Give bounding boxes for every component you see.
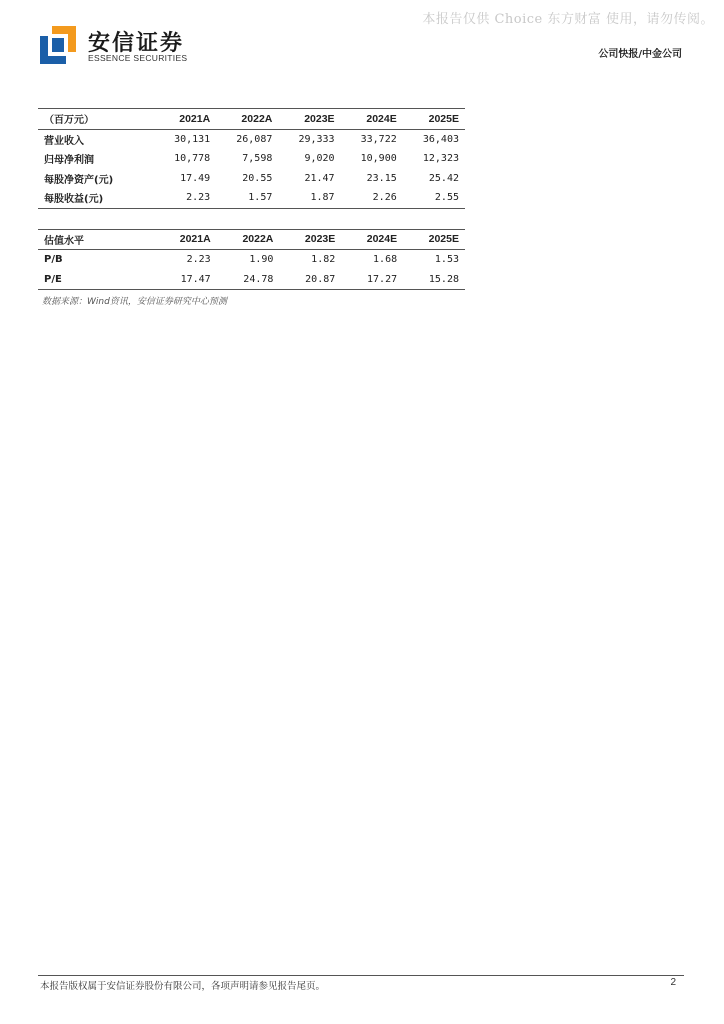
table-cell: 36,403 bbox=[422, 133, 459, 145]
brand-logo bbox=[40, 26, 200, 66]
table-cell: 1.68 bbox=[373, 254, 398, 266]
row-label: 营业收入 bbox=[44, 135, 84, 147]
valuation-table bbox=[38, 229, 465, 291]
table-cell: 33,722 bbox=[360, 133, 397, 145]
table-row bbox=[38, 270, 465, 290]
year-header: 2022A bbox=[216, 109, 278, 130]
table-cell: 15.28 bbox=[403, 270, 465, 290]
table-cell: 10,900 bbox=[360, 153, 397, 165]
table-cell: 1.90 bbox=[249, 254, 274, 266]
year-header: 2023E bbox=[279, 229, 341, 250]
brand-logo-mark-icon bbox=[40, 26, 76, 64]
table-cell: 23.15 bbox=[366, 172, 397, 184]
row-label: P/B bbox=[44, 254, 63, 266]
row-label: P/E bbox=[38, 270, 154, 290]
table-cell: 2.26 bbox=[341, 188, 403, 208]
table-row bbox=[38, 169, 465, 189]
table-cell: 1.53 bbox=[434, 254, 459, 266]
financial-table bbox=[38, 108, 465, 209]
footer-disclaimer: 本报告版权属于安信证券股份有限公司，各项声明请参见报告尾页。 bbox=[40, 981, 326, 992]
unit-label: （百万元） bbox=[38, 109, 154, 130]
table-cell: 20.87 bbox=[279, 270, 341, 290]
table-cell: 12,323 bbox=[422, 153, 459, 165]
table-cell: 21.47 bbox=[304, 172, 335, 184]
table-header-row bbox=[38, 109, 465, 130]
watermark: 本报告仅供 Choice 东方财富 使用，请勿传阅。 bbox=[422, 12, 714, 27]
year-header: 2024E bbox=[341, 109, 403, 130]
table-cell: 26,087 bbox=[236, 133, 273, 145]
year-header: 2021A bbox=[154, 109, 216, 130]
table-cell: 7,598 bbox=[242, 153, 273, 165]
table-cell: 2.55 bbox=[403, 188, 465, 208]
table-cell: 30,131 bbox=[174, 133, 211, 145]
year-header: 2021A bbox=[154, 229, 217, 250]
table-row bbox=[38, 250, 465, 270]
year-header: 2025E bbox=[403, 109, 465, 130]
table-cell: 1.57 bbox=[216, 188, 278, 208]
year-header: 2025E bbox=[403, 229, 465, 250]
table-cell: 29,333 bbox=[298, 133, 335, 145]
year-header: 2023E bbox=[278, 109, 340, 130]
year-header: 2024E bbox=[341, 229, 403, 250]
table-cell: 2.23 bbox=[186, 254, 211, 266]
row-label: 每股收益(元) bbox=[38, 188, 154, 208]
table-cell: 2.23 bbox=[154, 188, 216, 208]
row-label: 归母净利润 bbox=[44, 155, 94, 167]
brand-name-cn: 安信证券 bbox=[88, 31, 185, 56]
table-row bbox=[38, 129, 465, 149]
report-category: 公司快报/中金公司 bbox=[598, 49, 682, 60]
table-cell: 17.49 bbox=[180, 172, 211, 184]
table-cell: 17.27 bbox=[341, 270, 403, 290]
table-row bbox=[38, 188, 465, 208]
footer-divider bbox=[38, 975, 684, 976]
data-source-note: 数据来源：Wind资讯，安信证券研究中心预测 bbox=[42, 297, 227, 307]
forecast-tables bbox=[38, 108, 465, 307]
table-row bbox=[38, 149, 465, 169]
table-cell: 10,778 bbox=[174, 153, 211, 165]
table-spacer bbox=[38, 209, 465, 229]
table-cell: 20.55 bbox=[242, 172, 273, 184]
table-cell: 1.87 bbox=[278, 188, 340, 208]
valuation-title: 估值水平 bbox=[38, 229, 154, 250]
table-header-row bbox=[38, 229, 465, 250]
table-cell: 25.42 bbox=[428, 172, 459, 184]
table-cell: 9,020 bbox=[304, 153, 335, 165]
brand-name-en: ESSENCE SECURITIES bbox=[88, 53, 188, 63]
page-number: 2 bbox=[670, 977, 676, 988]
row-label: 每股净资产(元) bbox=[44, 174, 114, 186]
table-cell: 1.82 bbox=[311, 254, 336, 266]
table-cell: 24.78 bbox=[217, 270, 280, 290]
year-header: 2022A bbox=[217, 229, 280, 250]
table-cell: 17.47 bbox=[154, 270, 217, 290]
